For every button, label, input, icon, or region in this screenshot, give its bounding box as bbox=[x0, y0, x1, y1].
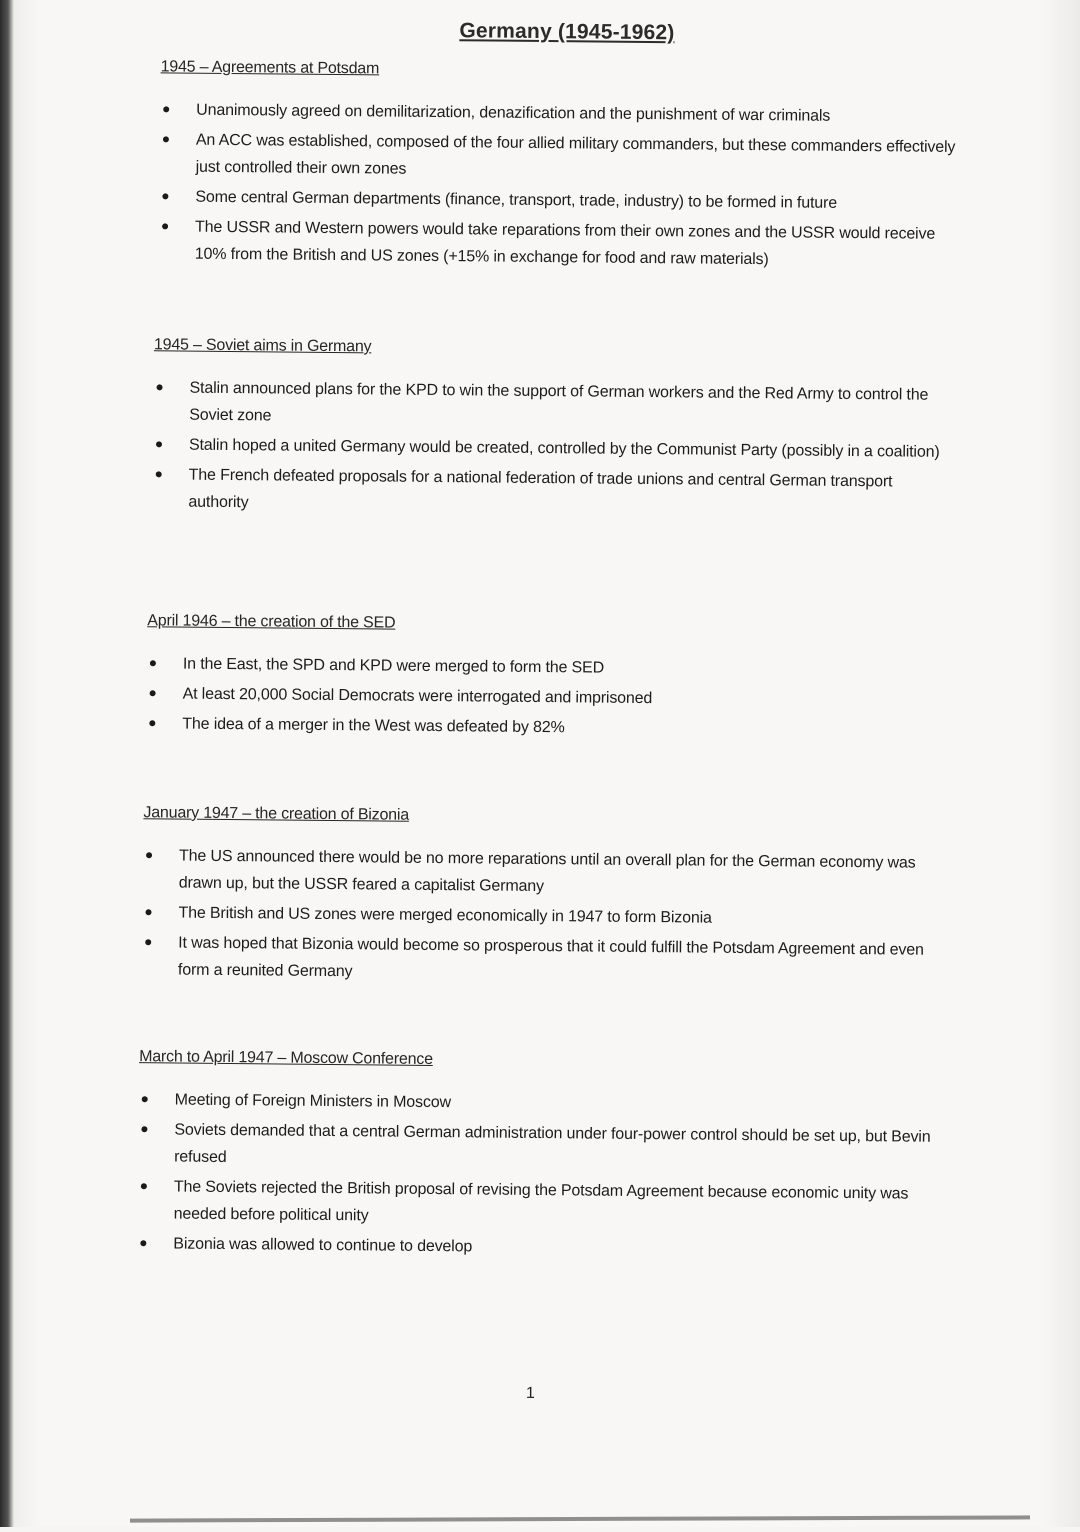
bullet-item: At least 20,000 Social Democrats were interrogated and imprisoned bbox=[146, 680, 946, 715]
bullet-item: The Soviets rejected the British proposal of revising the Potsdam Agreement because economic unity was needed before political unity bbox=[137, 1173, 937, 1235]
section-heading: 1945 – Soviet aims in Germany bbox=[153, 336, 372, 356]
bullet-item: Soviets demanded that a central German administration under four-power control should be set up, but Bevin refused bbox=[138, 1116, 938, 1178]
bullet-item: Stalin announced plans for the KPD to win the support of German workers and the Red Army to control the Soviet zone bbox=[153, 374, 953, 436]
bullet-list bbox=[152, 374, 953, 523]
section-soviet-aims bbox=[152, 336, 954, 526]
bullet-item: Stalin hoped a united Germany would be created, controlled by the Communist Party (possibly in a coalition) bbox=[153, 431, 953, 466]
bullet-list bbox=[159, 96, 961, 275]
bullet-item: The French defeated proposals for a national federation of trade unions and central German transport authority bbox=[152, 461, 952, 523]
bullet-item: The idea of a merger in the West was defeated by 82% bbox=[146, 710, 946, 745]
bullet-item: The US announced there would be no more reparations until an overall plan for the German economy was drawn up, but the USSR feared a capitalist Germany bbox=[143, 842, 943, 904]
bullet-item: It was hoped that Bizonia would become so prosperous that it could fulfill the Potsdam Agreement and even form a reunited Germany bbox=[142, 929, 942, 991]
section-creation-of-bizonia bbox=[142, 804, 944, 994]
bullet-item: An ACC was established, composed of the four allied military commanders, but these commanders effectively just controlled their own zones bbox=[160, 126, 960, 188]
section-creation-of-sed bbox=[146, 612, 947, 748]
section-heading: March to April 1947 – Moscow Conference bbox=[139, 1048, 433, 1068]
section-moscow-conference bbox=[137, 1048, 939, 1268]
bullet-item: Bizonia was allowed to continue to develop bbox=[137, 1230, 937, 1265]
section-potsdam-agreements bbox=[159, 58, 961, 278]
bullet-item: The USSR and Western powers would take reparations from their own zones and the USSR would receive 10% from the British and US zones (+15% in exchange for food and raw materials) bbox=[159, 213, 959, 275]
bullet-item: Some central German departments (finance, transport, trade, industry) to be formed in future bbox=[159, 183, 959, 218]
page-title: Germany (1945-1962) bbox=[459, 19, 675, 45]
page-number: 1 bbox=[525, 1384, 535, 1402]
bullet-item: Unanimously agreed on demilitarization, denazification and the punishment of war criminals bbox=[160, 96, 960, 131]
bullet-list bbox=[146, 650, 947, 745]
section-heading: 1945 – Agreements at Potsdam bbox=[160, 58, 380, 78]
bullet-item: In the East, the SPD and KPD were merged to form the SED bbox=[147, 650, 947, 685]
bullet-list bbox=[137, 1086, 939, 1265]
bullet-item: The British and US zones were merged economically in 1947 to form Bizonia bbox=[142, 899, 942, 934]
section-heading: April 1946 – the creation of the SED bbox=[147, 612, 396, 632]
bullet-list bbox=[142, 842, 943, 991]
section-heading: January 1947 – the creation of Bizonia bbox=[143, 804, 410, 824]
bullet-item: Meeting of Foreign Ministers in Moscow bbox=[139, 1086, 939, 1121]
